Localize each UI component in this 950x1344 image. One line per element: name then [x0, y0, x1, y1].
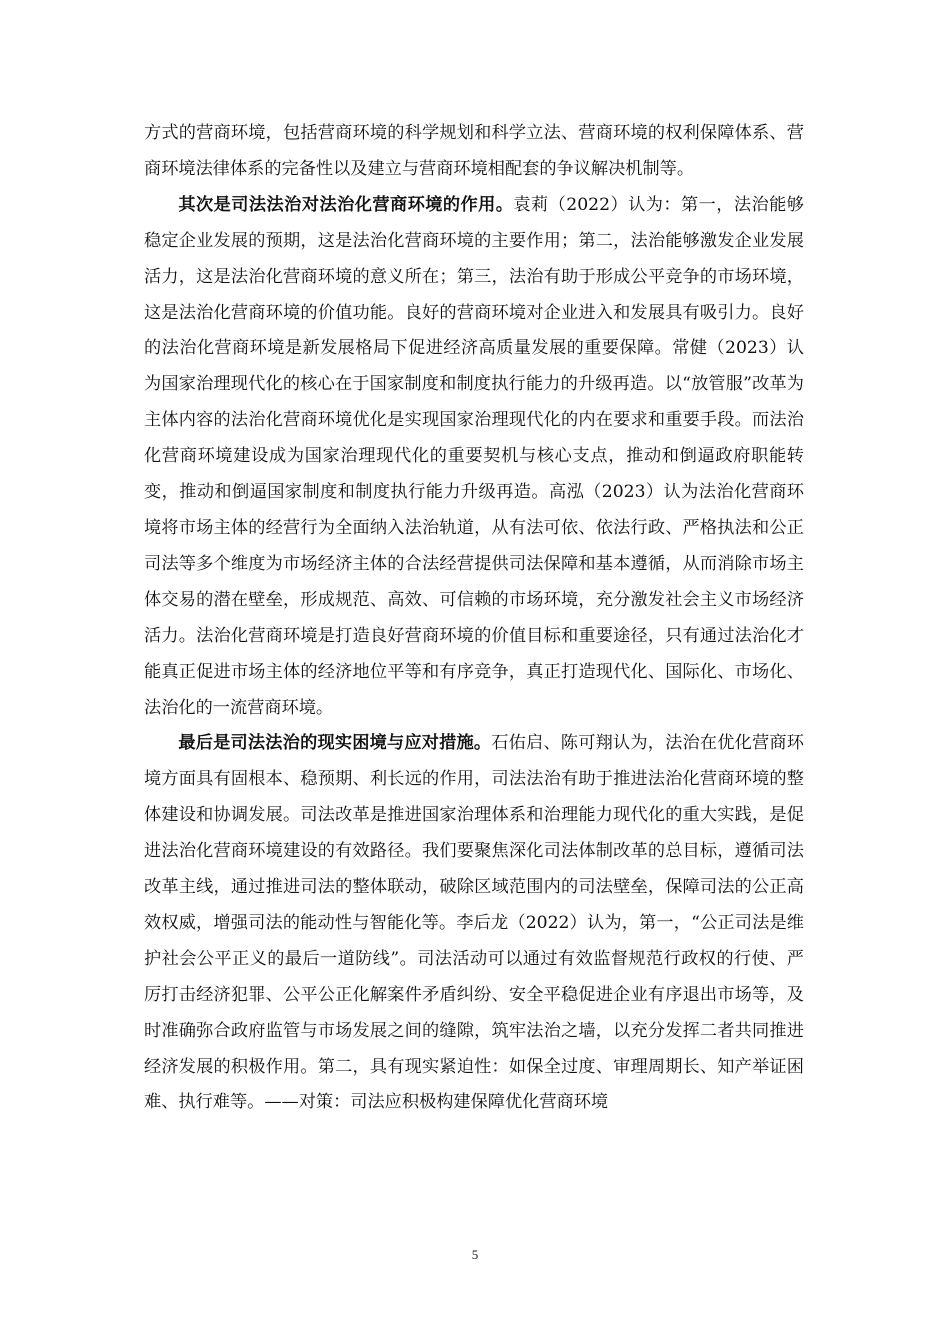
paragraph-3-heading: 最后是司法法治的现实困境与应对措施。 [178, 733, 492, 754]
paragraph-2-heading: 其次是司法法治对法治化营商环境的作用。 [178, 194, 514, 215]
paragraph-2-text: 袁莉（2022）认为：第一，法治能够稳定企业发展的预期，这是法治化营商环境的主要作用；第二，法治能够激发企业发展活力，这是法治化营商环境的意义所在；第三，法治有助于形成公平竞争的市场环境，这是法治化营商环境的价值功能。良好的营商环境对企业进入和发展具有吸引力。良好的法治化营商环境是新发展格局下促进经济高质量发展的重要保障。常健（2023）认为国家治理现代化的核心在于国家制度和制度执行能力的升级再造。以“放管服”改革为主体内容的法治化营商环境优化是实现国家治理现代化的内在要求和重要手段。而法治化营商环境建设成为国家治理现代化的重要契机与核心支点，推动和倒逼政府职能转变，推动和倒逼国家制度和制度执行能力升级再造。高泓（2023）认为法治化营商环境将市场主体的经营行为全面纳入法治轨道，从有法可依、依法行政、严格执法和公正司法等多个维度为市场经济主体的合法经营提供司法保障和基本遵循，从而消除市场主体交易的潜在壁垒，形成规范、高效、可信赖的市场环境，充分激发社会主义市场经济活力。法治化营商环境是打造良好营商环境的价值目标和重要途径，只有通过法治化才能真正促进市场主体的经济地位平等和有序竞争，真正打造现代化、国际化、市场化、法治化的一流营商环境。 [144, 194, 804, 718]
paragraph-continuation [144, 116, 804, 188]
body-text [144, 116, 804, 1121]
page-number: 5 [471, 1247, 479, 1262]
paragraph-1-text: 方式的营商环境，包括营商环境的科学规划和科学立法、营商环境的权利保障体系、营商环境法律体系的完备性以及建立与营商环境相配套的争议解决机制等。 [144, 123, 804, 179]
paragraph-judicial-dilemmas [144, 726, 804, 1121]
paragraph-3-text: 石佑启、陈可翔认为，法治在优化营商环境方面具有固根本、稳预期、利长远的作用，司法法治有助于推进法治化营商环境的整体建设和协调发展。司法改革是推进国家治理体系和治理能力现代化的重大实践，是促进法治化营商环境建设的有效路径。我们要聚焦深化司法体制改革的总目标，遵循司法改革主线，通过推进司法的整体联动，破除区域范围内的司法壁垒，保障司法的公正高效权威，增强司法的能动性与智能化等。李后龙（2022）认为，第一，“公正司法是维护社会公平正义的最后一道防线”。司法活动可以通过有效监督规范行政权的行使、严厉打击经济犯罪、公平公正化解案件矛盾纠纷、安全平稳促进企业有序退出市场等，及时准确弥合政府监管与市场发展之间的缝隙，筑牢法治之墙，以充分发挥二者共同推进经济发展的积极作用。第二，具有现实紧迫性：如保全过度、审理周期长、知产举证困难、执行难等。——对策：司法应积极构建保障优化营商环境 [144, 733, 804, 1113]
paragraph-judicial-role [144, 188, 804, 727]
